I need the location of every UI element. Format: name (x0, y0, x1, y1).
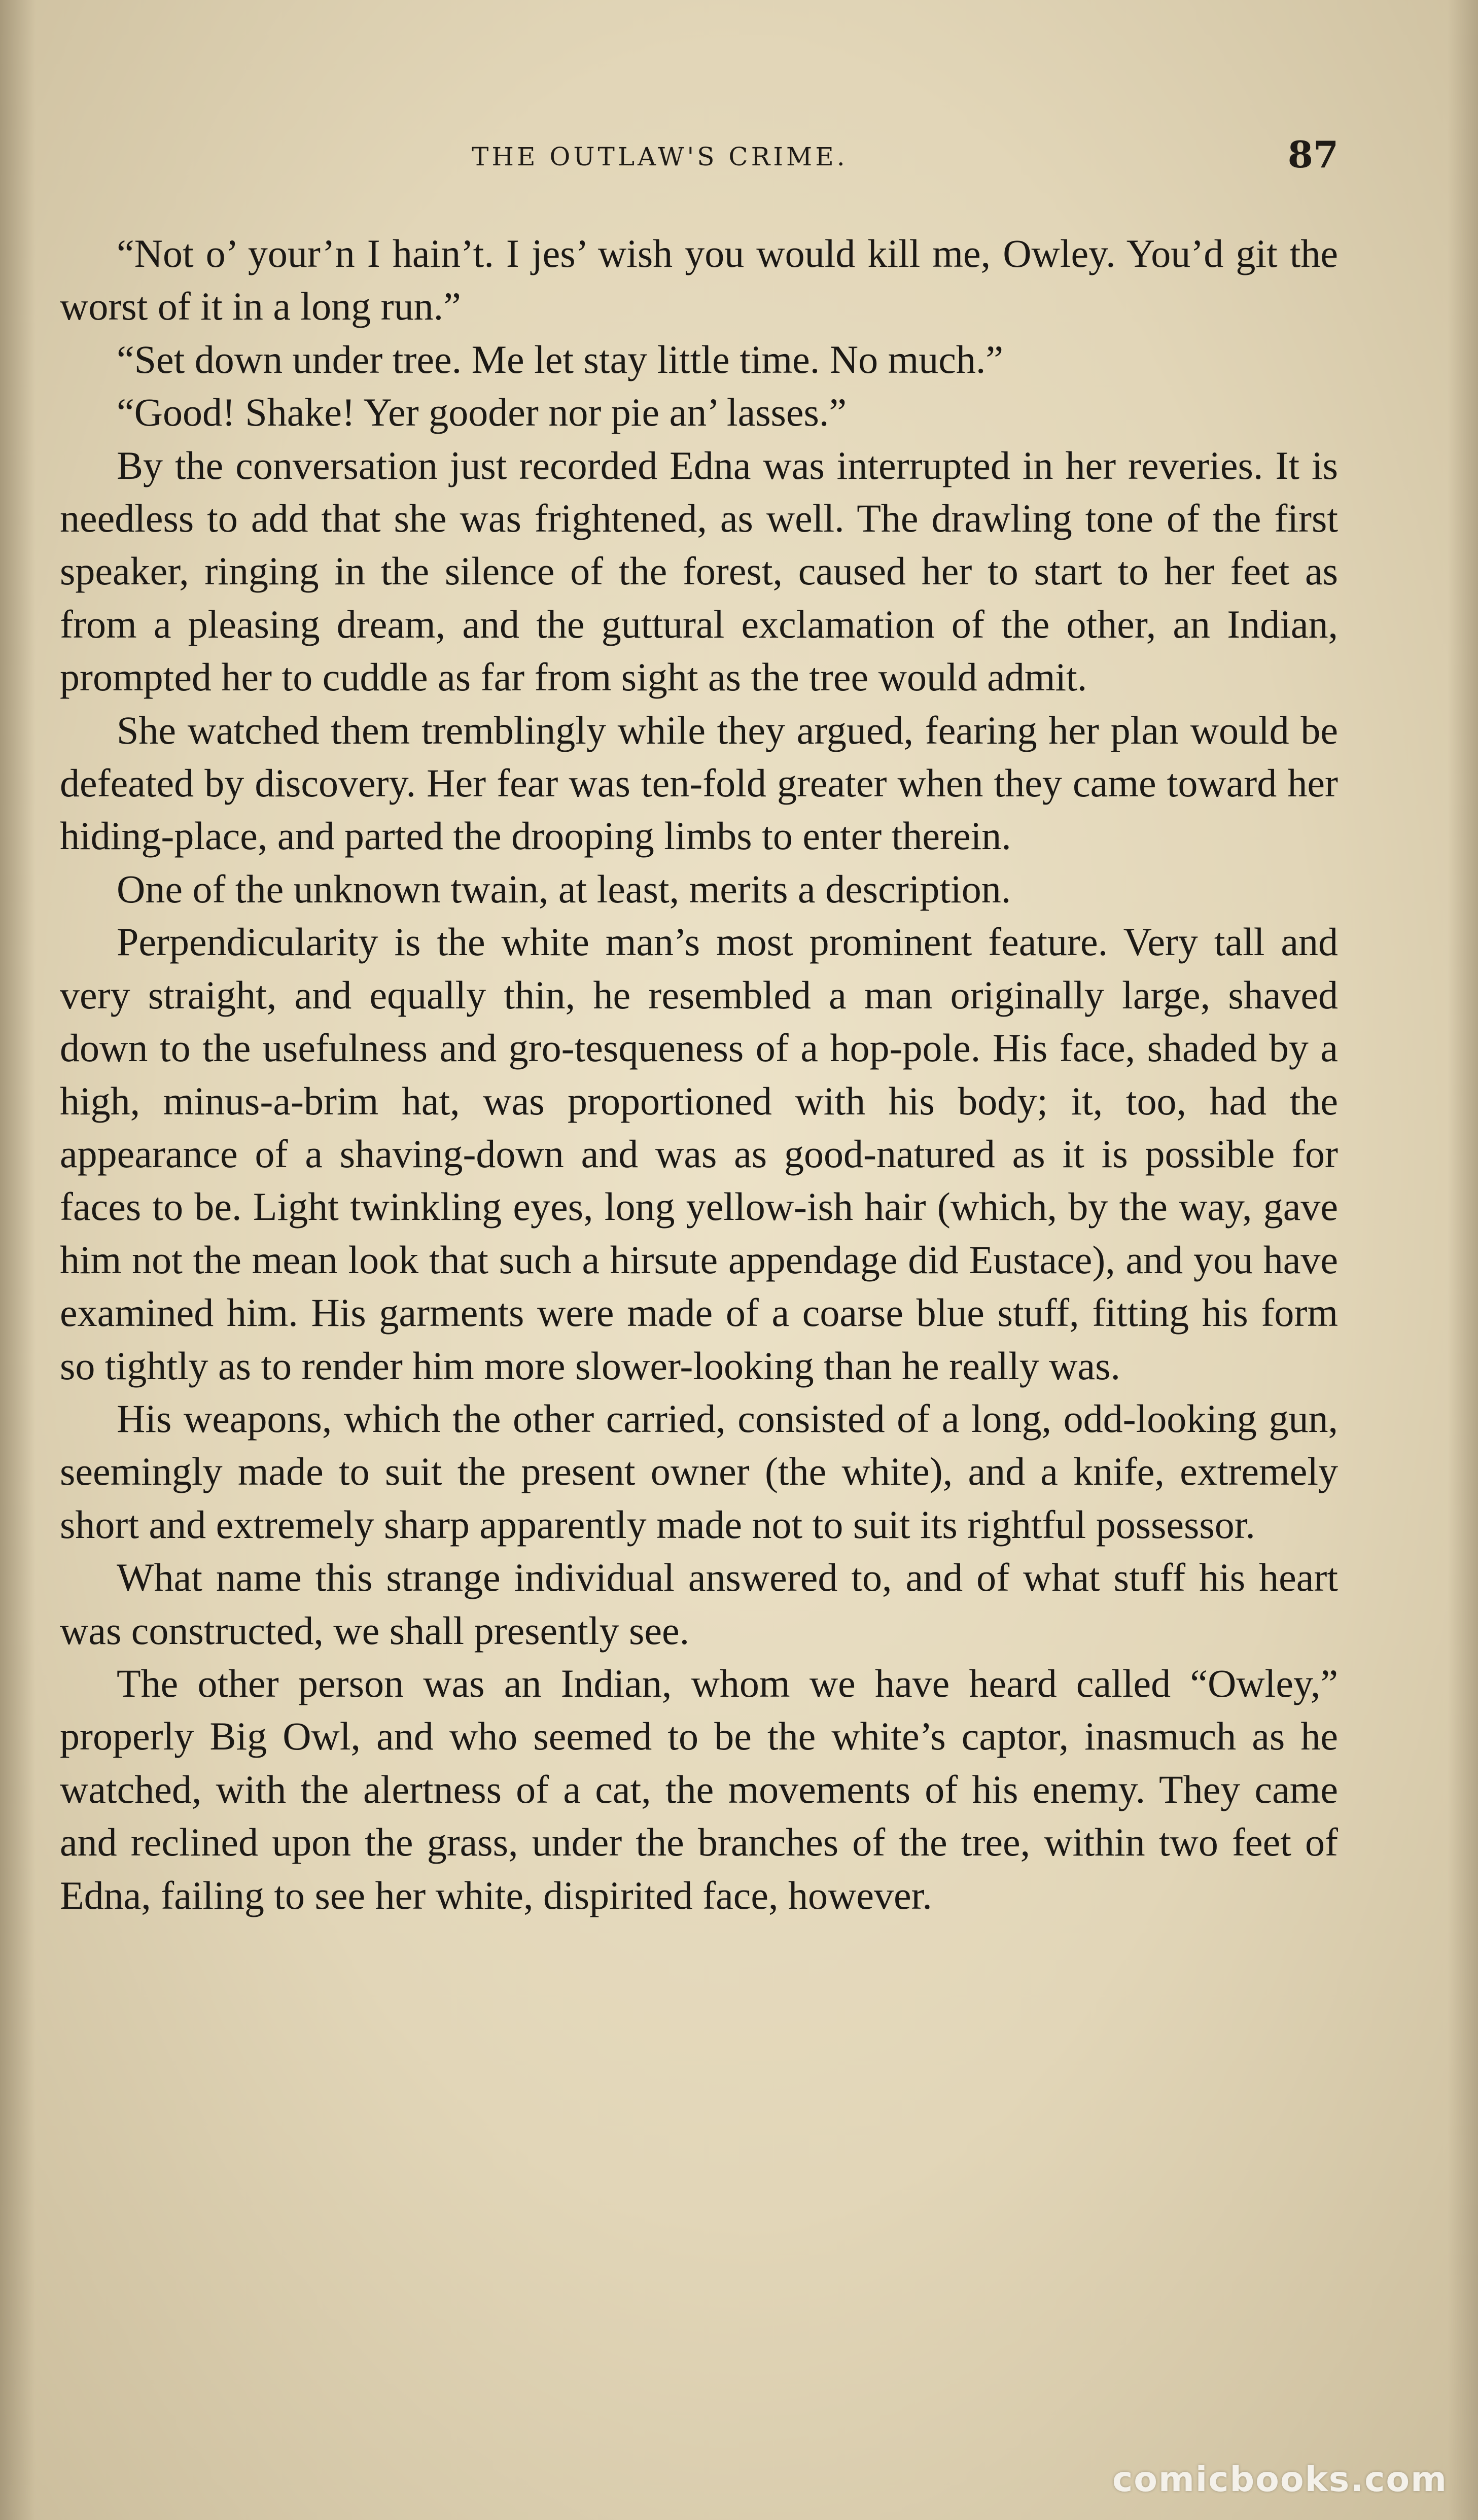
paragraph: Perpendicularity is the white man’s most prominent feature. Very tall and very straight, and equally thin, he resembled a man originally large, shaved down to the usefulness and gro-tesqueness of a hop-pole. His face, shaded by a high, minus-a-brim hat, was proportioned with his body; it, too, had the appearance of a shaving-down and was as good-natured as it is possible for faces to be. Light twinkling eyes, long yellow-ish hair (which, by the way, gave him not the mean look that such a hirsute appendage did Eustace), and you have examined him. His garments were made of a coarse blue stuff, fitting his form so tightly as to render him more slower-looking than he really was. (60, 920, 1338, 1388)
paragraph: His weapons, which the other carried, consisted of a long, odd-looking gun, seemingly made to suit the present owner (the white), and a knife, extremely short and extremely sharp apparently made not to suit its rightful possessor. (60, 1396, 1338, 1547)
body-text (60, 227, 1338, 1922)
running-header (0, 133, 1478, 183)
running-title: THE OUTLAW'S CRIME. (472, 142, 848, 171)
paragraph: “Set down under tree. Me let stay little time. No much.” (117, 337, 1004, 381)
page-number: 87 (1287, 133, 1339, 176)
paragraph: The other person was an Indian, whom we have heard called “Owley,” properly Big Owl, and who seemed to be the white’s captor, inasmuch as he watched, with the alertness of a cat, the movements of his enemy. They came and reclined upon the grass, under the branches of the tree, within two feet of Edna, failing to see her white, dispirited face, however. (60, 1661, 1338, 1917)
paragraph: By the conversation just recorded Edna was interrupted in her reveries. It is needless to add that she was frightened, as well. The drawling tone of the first speaker, ringing in the silence of the forest, caused her to start to her feet as from a pleasing dream, and the guttural exclamation of the other, an Indian, prompted her to cuddle as far from sight as the tree would admit. (60, 443, 1338, 699)
page-edge-shadow-right (1448, 0, 1478, 2520)
paragraph: “Good! Shake! Yer gooder nor pie an’ lasses.” (117, 390, 847, 435)
paragraph: One of the unknown twain, at least, merits a description. (117, 866, 1011, 911)
paragraph: What name this strange individual answered to, and of what stuff his heart was constructed, we shall presently see. (60, 1555, 1338, 1653)
paragraph: She watched them tremblingly while they argued, fearing her plan would be defeated by discovery. Her fear was ten-fold greater when they came toward her hiding-place, and parted the drooping limbs to enter therein. (60, 708, 1338, 858)
watermark-text: comicbooks.com (1112, 2460, 1448, 2500)
page-edge-shadow-left (0, 0, 36, 2520)
paragraph: “Not o’ your’n I hain’t. I jes’ wish you would kill me, Owley. You’d git the worst of it in a long run.” (60, 231, 1338, 329)
